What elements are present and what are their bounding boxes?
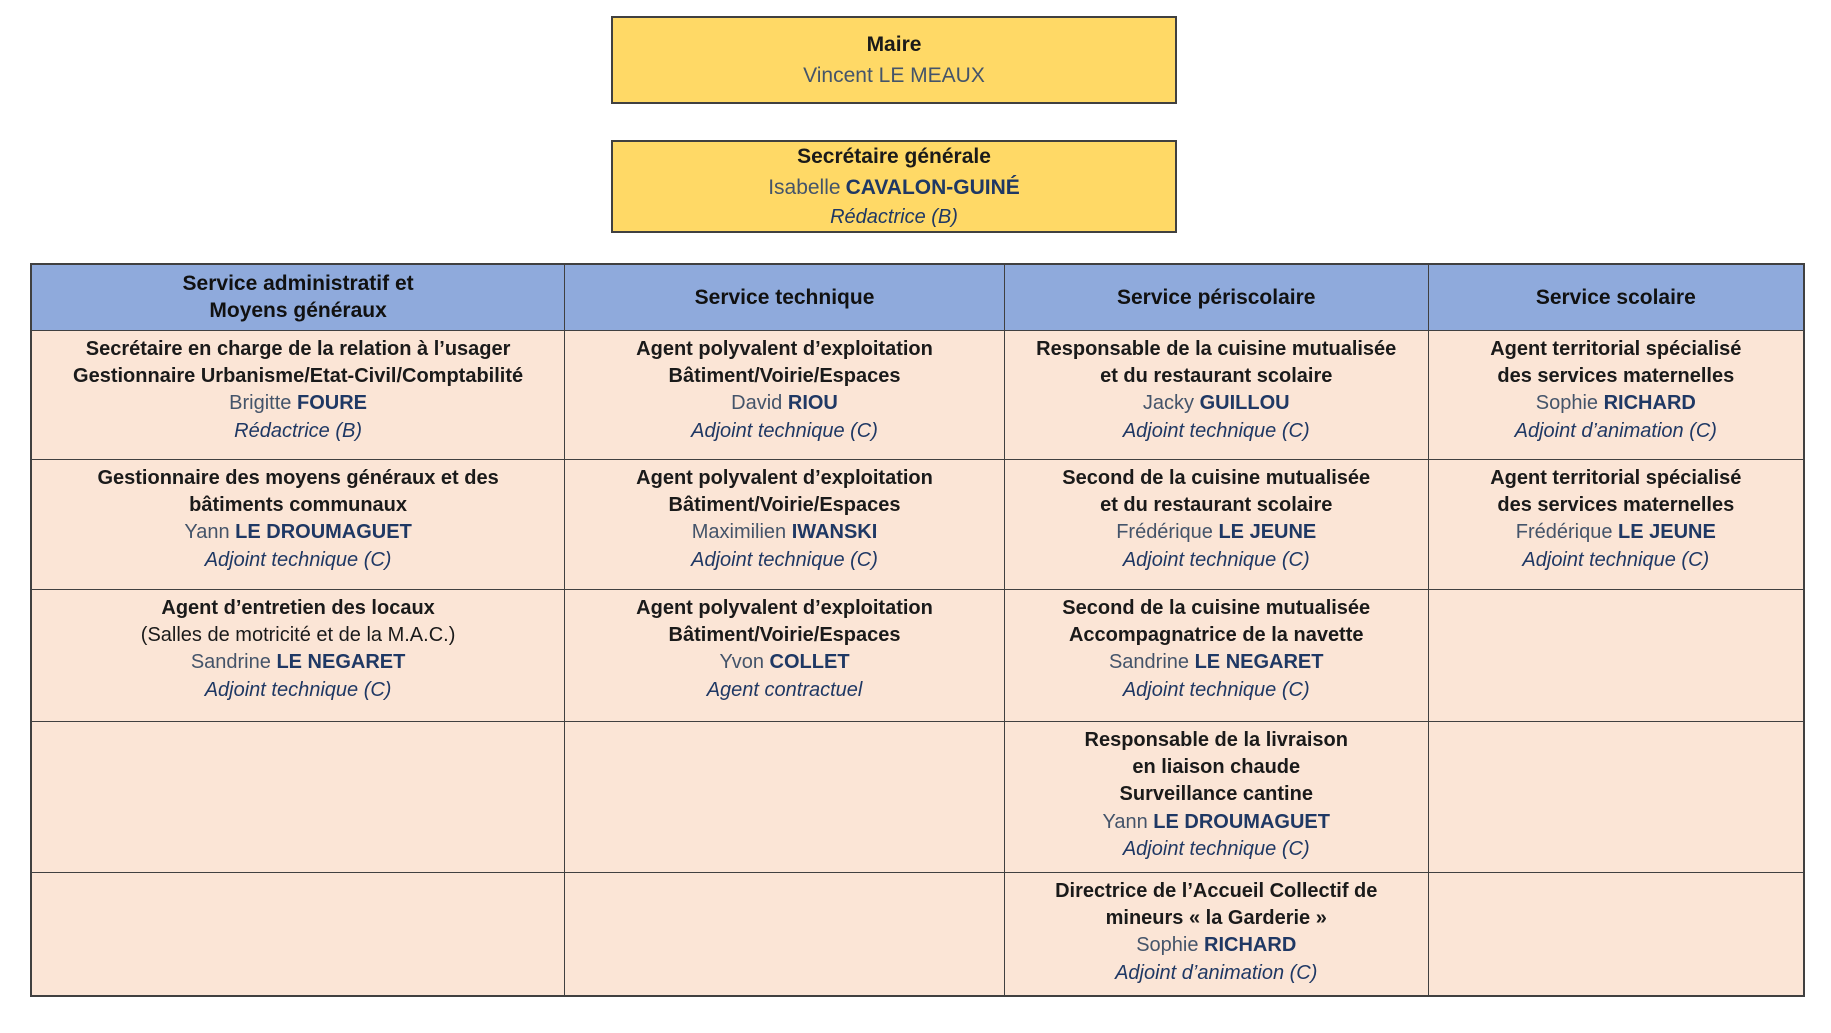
column-header-line: Service administratif et xyxy=(182,271,414,295)
role-line: Gestionnaire des moyens généraux et des xyxy=(97,466,499,489)
secretaire-title: Secrétaire générale xyxy=(797,144,991,168)
person-first-name: Sandrine xyxy=(190,651,277,674)
staff-cell xyxy=(565,330,1005,459)
staff-cell xyxy=(565,589,1005,721)
staff-cell xyxy=(31,721,565,872)
role-line: Bâtiment/Voirie/Espaces xyxy=(668,623,901,646)
person-first-name: Yvon xyxy=(719,651,770,674)
person-name xyxy=(571,519,998,546)
secretaire-generale-box xyxy=(611,140,1177,233)
secretaire-grade: Rédactrice (B) xyxy=(830,206,958,229)
person-name xyxy=(38,649,558,676)
person-name xyxy=(1011,519,1422,546)
column-header xyxy=(31,264,565,330)
column-header-line: Service scolaire xyxy=(1535,285,1696,309)
role-line: en liaison chaude xyxy=(1132,755,1301,778)
column-header xyxy=(565,264,1005,330)
role-line: Surveillance cantine xyxy=(1119,783,1313,806)
role-line: Bâtiment/Voirie/Espaces xyxy=(668,493,901,516)
staff-cell xyxy=(565,872,1005,996)
person-first-name: Frédérique xyxy=(1116,521,1219,544)
staff-cell xyxy=(31,330,565,459)
person-last-name: RICHARD xyxy=(1603,392,1696,415)
table-row xyxy=(31,589,1804,721)
person-first-name: Brigitte xyxy=(229,392,297,415)
table-row xyxy=(31,330,1804,459)
person-first-name: Sophie xyxy=(1535,392,1604,415)
column-header xyxy=(1428,264,1804,330)
staff-cell xyxy=(1428,330,1804,459)
services-table xyxy=(30,263,1805,997)
person-grade: Adjoint technique (C) xyxy=(204,678,392,701)
table-row xyxy=(31,721,1804,872)
person-last-name: LE NEGARET xyxy=(276,651,406,674)
person-grade: Adjoint technique (C) xyxy=(1122,548,1310,571)
person-name xyxy=(1011,932,1422,959)
header-row xyxy=(31,264,1804,330)
staff-cell xyxy=(1428,459,1804,589)
role-line: Responsable de la cuisine mutualisée xyxy=(1036,337,1397,360)
staff-cell xyxy=(1004,721,1428,872)
person-first-name: Yann xyxy=(1102,810,1154,833)
person-last-name: LE DROUMAGUET xyxy=(235,521,412,544)
person-grade: Adjoint d’animation (C) xyxy=(1514,419,1717,442)
role-line: Agent territorial spécialisé xyxy=(1490,466,1742,489)
maire-box xyxy=(611,16,1177,104)
table-row xyxy=(31,872,1804,996)
staff-cell xyxy=(31,459,565,589)
person-name xyxy=(571,649,998,676)
role-line: Gestionnaire Urbanisme/Etat-Civil/Comptabilité xyxy=(73,364,524,387)
person-first-name: Maximilien xyxy=(691,521,792,544)
role-line: Second de la cuisine mutualisée xyxy=(1062,596,1371,619)
person-name xyxy=(38,390,558,417)
table-row xyxy=(31,459,1804,589)
role-line: (Salles de motricité et de la M.A.C.) xyxy=(140,623,456,646)
staff-cell xyxy=(1428,589,1804,721)
column-header-line: Service périscolaire xyxy=(1117,285,1316,309)
person-grade: Adjoint technique (C) xyxy=(1122,678,1310,701)
person-grade: Adjoint technique (C) xyxy=(1122,838,1310,861)
person-last-name: GUILLOU xyxy=(1199,392,1290,415)
role-line: Bâtiment/Voirie/Espaces xyxy=(668,364,901,387)
column-header-line: Service technique xyxy=(694,285,875,309)
role-line: Accompagnatrice de la navette xyxy=(1068,623,1364,646)
role-line: des services maternelles xyxy=(1497,364,1735,387)
column-header xyxy=(1004,264,1428,330)
person-last-name: LE JEUNE xyxy=(1218,521,1317,544)
person-grade: Rédactrice (B) xyxy=(234,419,362,442)
role-line: Agent polyvalent d’exploitation xyxy=(636,466,933,489)
person-last-name: RICHARD xyxy=(1204,934,1297,957)
person-grade: Agent contractuel xyxy=(706,678,863,701)
person-name xyxy=(571,390,998,417)
role-line: Agent polyvalent d’exploitation xyxy=(636,596,933,619)
staff-cell xyxy=(1004,459,1428,589)
secretaire-name xyxy=(768,174,1020,201)
person-first-name: Yann xyxy=(184,521,236,544)
role-line: et du restaurant scolaire xyxy=(1100,493,1333,516)
person-grade: Adjoint technique (C) xyxy=(1522,548,1710,571)
role-line: Responsable de la livraison xyxy=(1084,728,1348,751)
maire-title: Maire xyxy=(866,32,922,56)
person-name xyxy=(38,519,558,546)
person-grade: Adjoint technique (C) xyxy=(691,548,878,571)
staff-cell xyxy=(31,589,565,721)
person-first-name: Sophie xyxy=(1136,934,1205,957)
staff-cell xyxy=(31,872,565,996)
person-last-name: LE DROUMAGUET xyxy=(1153,810,1330,833)
role-line: Directrice de l’Accueil Collectif de xyxy=(1055,879,1378,902)
person-name xyxy=(1011,809,1422,836)
person-name xyxy=(1011,390,1422,417)
secretaire-first-name: Isabelle xyxy=(768,176,841,199)
person-last-name: RIOU xyxy=(787,392,838,415)
services-table-head xyxy=(31,264,1804,330)
person-last-name: FOURE xyxy=(296,392,367,415)
person-first-name: Frédérique xyxy=(1515,521,1619,544)
staff-cell xyxy=(1004,330,1428,459)
staff-cell xyxy=(1428,721,1804,872)
person-grade: Adjoint technique (C) xyxy=(1122,419,1310,442)
role-line: Agent d’entretien des locaux xyxy=(161,596,435,619)
person-grade: Adjoint technique (C) xyxy=(691,419,878,442)
services-table-body xyxy=(31,330,1804,996)
person-first-name: David xyxy=(731,392,788,415)
person-grade: Adjoint technique (C) xyxy=(204,548,392,571)
person-last-name: IWANSKI xyxy=(791,521,878,544)
staff-cell xyxy=(565,721,1005,872)
staff-cell xyxy=(565,459,1005,589)
staff-cell xyxy=(1004,872,1428,996)
person-first-name: Sandrine xyxy=(1108,651,1195,674)
role-line: Agent territorial spécialisé xyxy=(1490,337,1742,360)
person-first-name: Jacky xyxy=(1142,392,1200,415)
person-last-name: LE JEUNE xyxy=(1618,521,1716,544)
maire-name: Vincent LE MEAUX xyxy=(803,64,985,87)
person-name xyxy=(1435,390,1797,417)
role-line: Agent polyvalent d’exploitation xyxy=(636,337,933,360)
person-name xyxy=(1011,649,1422,676)
role-line: et du restaurant scolaire xyxy=(1100,364,1333,387)
person-last-name: LE NEGARET xyxy=(1194,651,1324,674)
role-line: des services maternelles xyxy=(1497,493,1735,516)
person-name xyxy=(1435,519,1797,546)
staff-cell xyxy=(1004,589,1428,721)
column-header-line: Moyens généraux xyxy=(209,299,387,323)
role-line: bâtiments communaux xyxy=(189,493,407,516)
person-last-name: COLLET xyxy=(769,651,850,674)
role-line: mineurs « la Garderie » xyxy=(1105,906,1327,929)
staff-cell xyxy=(1428,872,1804,996)
person-grade: Adjoint d’animation (C) xyxy=(1115,961,1318,984)
role-line: Secrétaire en charge de la relation à l’usager xyxy=(85,337,511,360)
secretaire-last-name: CAVALON-GUINÉ xyxy=(845,176,1020,199)
role-line: Second de la cuisine mutualisée xyxy=(1062,466,1371,489)
